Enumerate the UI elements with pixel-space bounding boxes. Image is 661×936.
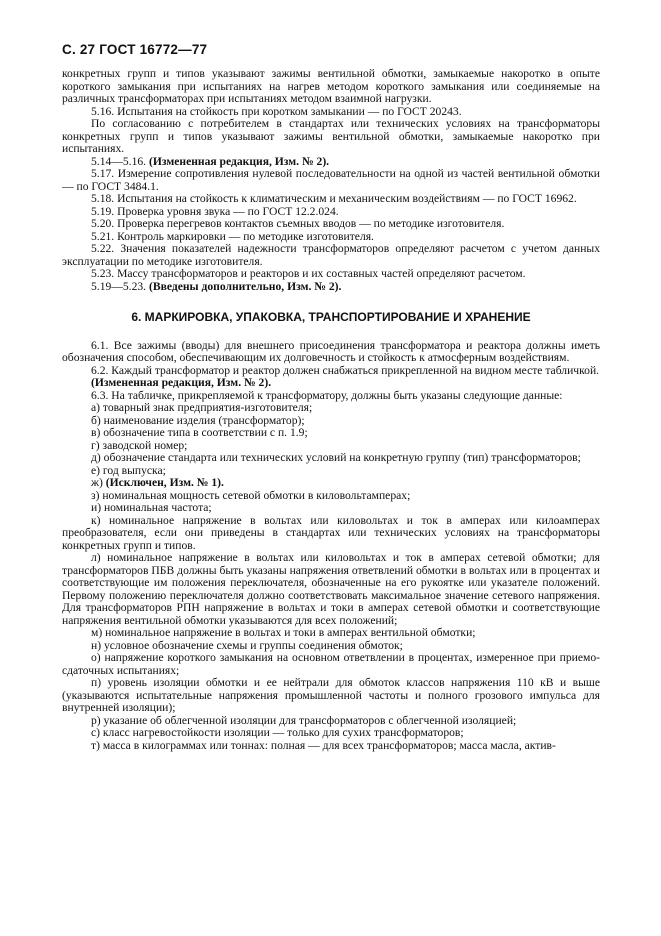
paragraph-text: 6.1. Все зажимы (вводы) для внешнего присоединения трансформатора и реактора должны иметь обозначения способом, обеспечивающим их долговечность и стойкость к атмосферным воздействиям. [62,338,600,364]
paragraph-text: 5.20. Проверка перегревов контактов съемных вводов — по методике изготовителя. [91,217,505,230]
paragraph-text: 5.23. Массу трансформаторов и реакторов и их составных частей определяют расчетом. [91,267,526,280]
paragraph-text: г) заводской номер; [91,438,188,452]
paragraph-text: 5.19—5.23. [91,279,147,293]
paragraph [62,552,600,627]
paragraph [62,68,600,106]
section-5-tail [62,68,600,293]
paragraph-text: с) класс нагревостойкости изоляции — только для сухих трансформаторов; [91,726,464,739]
paragraph [62,281,600,294]
amendment-note: (Введены дополнительно, Изм. № 2). [148,279,342,293]
paragraph [62,168,600,193]
paragraph-text: п) уровень изоляции обмотки и ее нейтрали для обмоток классов напряжения 110 кВ и выше (указываются испытательные напряжения промышленной частоты и полного грозового импульса для внутренней изоляции); [62,676,600,714]
paragraph-text: 6.3. На табличке, прикрепляемой к трансформатору, должны быть указаны следующие данные: [91,388,563,402]
paragraph-text: в) обозначение типа в соответствии с п. 1.9; [91,426,308,439]
amendment-note: (Измененная редакция, Изм. № 2). [148,154,330,168]
section-heading: 6. МАРКИРОВКА, УПАКОВКА, ТРАНСПОРТИРОВАНИЕ И ХРАНЕНИЕ [131,310,531,324]
paragraph-text: м) номинальное напряжение в вольтах и токи в амперах вентильной обмотки; [91,626,476,639]
paragraph-text: з) номинальная мощность сетевой обмотки в киловольтамперах; [91,488,411,502]
paragraph-text: и) номинальная частота; [91,501,212,514]
paragraph-text: о) напряжение короткого замыкания на основном ответвлении в процентах, измеренное при приемо-сдаточных испытаниях; [62,651,600,677]
document-body [62,68,600,752]
paragraph-text: т) масса в килограммах или тоннах: полная — для всех трансформаторов; масса масла, актив- [91,738,556,752]
paragraph-text: конкретных групп и типов указывают зажимы вентильной обмотки, замыкаемые накоротко в опыте короткого замыкания при испытаниях на нагрев методом короткого замыкания или соединяемые на различных трансформаторах при испытаниях методом взаимной нагрузки. [62,67,600,105]
paragraph-text: 5.19. Проверка уровня звука — по ГОСТ 12.2.024. [91,204,339,218]
paragraph [62,515,600,553]
paragraph-text: 5.18. Испытания на стойкость к климатическим и механическим воздействиям — по ГОСТ 16962. [91,192,577,205]
section-6 [62,340,600,753]
paragraph-text: л) номинальное напряжение в вольтах или киловольтах и ток в амперах сетевой обмотки; для трансформаторов ПБВ должны быть указаны напряжения ответвлений обмотки в вольтах или в процентах и соответствующие им положения переключателя, обозначенные на его рукоятке или указателе положений. Первому положению переключателя должно соответствовать максимальное значение сетевого напряжения. Для трансформаторов РПН напряжение в вольтах и токи в амперах сетевой обмотки и соответствующие напряжения вентильной обмотки указываются для всех положений; [62,551,600,627]
amendment-note: (Измененная редакция, Изм. № 2). [91,376,272,389]
paragraph-text: д) обозначение стандарта или технических условий на конкретную группу (тип) трансформаторов; [91,451,581,464]
paragraph [62,118,600,156]
paragraph [62,677,600,715]
paragraph-text: По согласованию с потребителем в стандартах или технических условиях на трансформаторы конкретных групп и типов указывают зажимы вентильной обмотки, замыкаемые накоротко при испытаниях. [62,117,600,155]
paragraph [62,740,600,753]
paragraph-text: а) товарный знак предприятия-изготовителя; [91,401,313,414]
paragraph-text: к) номинальное напряжение в вольтах или киловольтах и ток в амперах или килоамперах преобразователя, если они приведены в стандартах или технических условиях на трансформаторы конкретных групп и типов. [62,513,600,552]
paragraph-text: 5.17. Измерение сопротивления нулевой последовательности на одной из частей вентильной обмотки — по ГОСТ 3484.1. [62,167,600,193]
paragraph-text: 6.2. Каждый трансформатор и реактор должен снабжаться прикрепленной на видном месте табличкой. [91,363,600,377]
paragraph-text: 5.21. Контроль маркировки — по методике изготовителя. [91,229,374,243]
paragraph [62,652,600,677]
paragraph-text: 5.14—5.16. [91,154,147,168]
paragraph-text: ж) [91,476,103,489]
paragraph-text: н) условное обозначение схемы и группы соединения обмоток; [91,638,403,652]
paragraph-text: е) год выпуска; [91,463,166,477]
paragraph-text: 5.22. Значения показателей надежности трансформаторов определяют расчетом с учетом данных эксплуатации по методике изготовителя. [62,242,600,268]
paragraph-text: 5.16. Испытания на стойкость при коротком замыкании — по ГОСТ 20243. [91,104,462,118]
page-header: С. 27 ГОСТ 16772—77 [62,42,208,57]
amendment-note: (Исключен, Изм. № 1). [105,476,224,489]
paragraph-text: р) указание об облегченной изоляции для трансформаторов с облегченной изоляцией; [91,713,517,727]
paragraph [62,340,600,365]
paragraph [62,243,600,268]
paragraph-text: б) наименование изделия (трансформатор); [91,413,305,427]
